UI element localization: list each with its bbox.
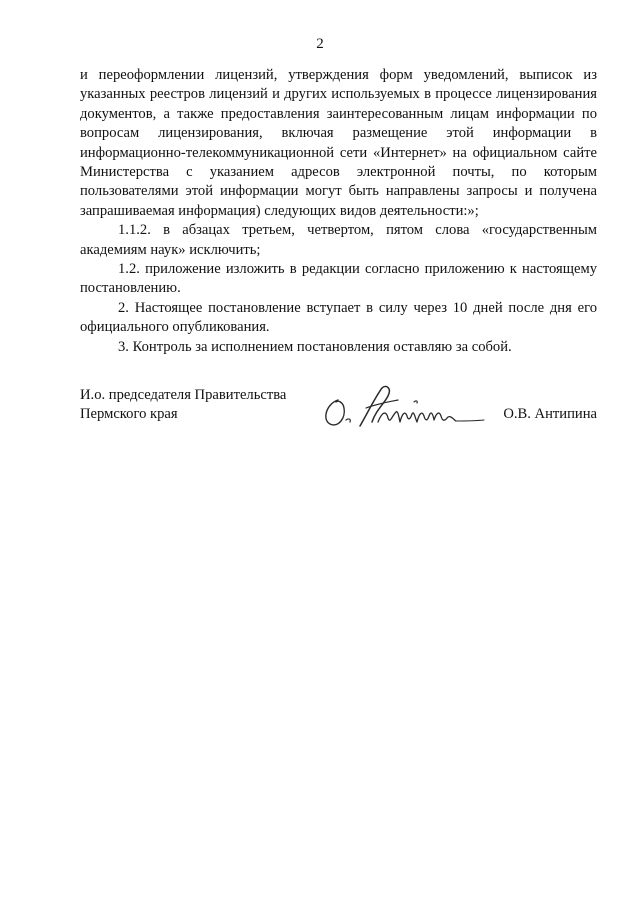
signatory-title-line-1: И.о. председателя Правительства (80, 387, 287, 403)
handwritten-signature (316, 378, 504, 434)
paragraph-item-1-2: 1.2. приложение изложить в редакции согласно приложению к настоящему постановлению. (80, 261, 597, 297)
paragraph-item-1-1-2: 1.1.2. в абзацах третьем, четвертом, пятом слова «государственным академиям наук» исключить; (80, 222, 597, 258)
document-body (80, 66, 597, 357)
signatory-title (80, 386, 320, 424)
signatory-name: О.В. Антипина (503, 406, 597, 422)
paragraph-item-3: 3. Контроль за исполнением постановления оставляю за собой. (118, 338, 512, 355)
page-number: 2 (316, 36, 324, 52)
paragraph-continuation: и переоформлении лицензий, утверждения форм уведомлений, выписок из указанных реестров лицензий и других используемых в процессе лицензирования документов, а также предоставления заинтересованным лицам информации по вопросам лицензирования, включая размещение этой информации в информационно-телекоммуникационной сети «Интернет» на официальном сайте Министерства с указанием адресов электронной почты, по которым пользователями этой информации могут быть направлены запросы и получена запрашиваемая информация) следующих видов деятельности:»; (80, 67, 597, 219)
signatory-title-line-2: Пермского края (80, 406, 178, 422)
signature-block (80, 386, 597, 446)
paragraph-item-2: 2. Настоящее постановление вступает в силу через 10 дней после дня его официального опубликования. (80, 299, 597, 336)
